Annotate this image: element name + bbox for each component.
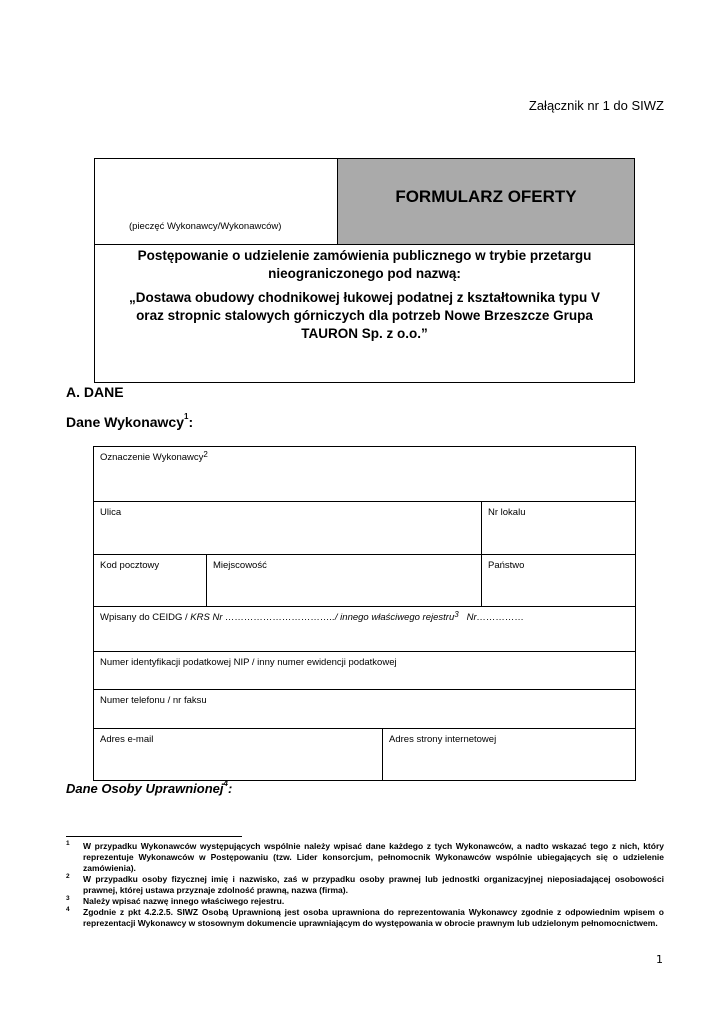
procedure-block bbox=[115, 247, 614, 343]
registry-label-b: KRS Nr ……………………………../ innego właściwego rejestru bbox=[190, 612, 455, 623]
street-label: Ulica bbox=[100, 507, 122, 518]
stamp-label: (pieczęć Wykonawcy/Wykonawców) bbox=[129, 221, 282, 232]
footnote-2-number: 2 bbox=[66, 873, 70, 880]
designation-label: Oznaczenie Wykonawcy bbox=[100, 452, 204, 463]
phone-field[interactable] bbox=[94, 690, 635, 728]
website-field[interactable] bbox=[382, 729, 635, 780]
row-designation bbox=[94, 447, 635, 502]
footnote-4-text: Zgodnie z pkt 4.2.2.5. SIWZ Osobą Uprawnioną jest osoba uprawniona do reprezentowania Wykonawcy zgodnie z odpowiednim wpisem o reprezentacji Wykonawcy w stosownym dokumencie uprawniającym do występowania w obrocie prawnym lub udzielonym pełnomocnictwem. bbox=[83, 907, 664, 928]
phone-label: Numer telefonu / nr faksu bbox=[100, 695, 207, 706]
title-cell bbox=[338, 159, 634, 245]
registry-label-a: Wpisany do CEIDG / bbox=[100, 612, 191, 623]
registry-label-c: Nr…………… bbox=[466, 612, 525, 623]
row-phone bbox=[94, 690, 635, 729]
footnote-2 bbox=[66, 874, 664, 896]
street-field[interactable] bbox=[94, 502, 481, 554]
footnote-3-number: 3 bbox=[66, 895, 70, 902]
footnote-separator bbox=[66, 836, 242, 837]
row-contact bbox=[94, 729, 635, 780]
nip-label: Numer identyfikacji podatkowej NIP / inny numer ewidencji podatkowej bbox=[100, 657, 397, 668]
contractor-data-table bbox=[93, 446, 636, 781]
email-field[interactable] bbox=[94, 729, 382, 780]
row-address bbox=[94, 555, 635, 607]
footnote-4 bbox=[66, 907, 664, 929]
authorized-heading-text: Dane Osoby Uprawnionej bbox=[66, 781, 224, 796]
footnote-1-number: 1 bbox=[66, 840, 70, 847]
postal-code-field[interactable] bbox=[94, 555, 206, 606]
postal-code-label: Kod pocztowy bbox=[100, 560, 160, 571]
footnote-ref-3: 3 bbox=[454, 610, 459, 619]
local-no-field[interactable] bbox=[481, 502, 635, 554]
nip-field[interactable] bbox=[94, 652, 635, 689]
footnote-2-text: W przypadku osoby fizycznej imię i nazwisko, zaś w przypadku osoby prawnej lub jednostki organizacyjnej nieposiadającej osobowości prawnej, której ustawa przyznaje zdolność prawną, nazwa (firma). bbox=[83, 874, 664, 895]
procedure-name: „Dostawa obudowy chodnikowej łukowej podatnej z kształtownika typu V oraz stropnic stalowych górniczych dla potrzeb Nowe Brzeszcze Grupa TAURON Sp. z o.o.” bbox=[128, 290, 601, 341]
section-a-heading: A. DANE bbox=[66, 384, 124, 400]
authorized-heading-colon: : bbox=[227, 781, 233, 796]
row-street bbox=[94, 502, 635, 555]
form-title: FORMULARZ OFERTY bbox=[395, 187, 577, 206]
footnote-3 bbox=[66, 896, 664, 907]
row-nip bbox=[94, 652, 635, 690]
row-registry bbox=[94, 607, 635, 652]
contractor-heading-text: Dane Wykonawcy bbox=[66, 414, 185, 430]
page-number: 1 bbox=[656, 953, 663, 966]
email-label: Adres e-mail bbox=[100, 734, 154, 745]
registry-field[interactable] bbox=[94, 607, 635, 651]
footnote-ref-4: 4 bbox=[223, 779, 228, 788]
city-label: Miejscowość bbox=[213, 560, 267, 571]
footnote-ref-1: 1 bbox=[184, 412, 189, 421]
country-field[interactable] bbox=[481, 555, 635, 606]
stamp-cell bbox=[95, 159, 338, 245]
footnote-3-text: Należy wpisać nazwę innego właściwego rejestru. bbox=[83, 896, 285, 906]
footnote-4-number: 4 bbox=[66, 906, 70, 913]
authorized-person-heading bbox=[66, 781, 232, 796]
designation-field[interactable] bbox=[94, 447, 635, 501]
footnote-ref-2: 2 bbox=[203, 450, 208, 459]
city-field[interactable] bbox=[206, 555, 481, 606]
offer-header-box bbox=[94, 158, 635, 383]
procedure-text: Postępowanie o udzielenie zamówienia publicznego w trybie przetargu nieograniczonego pod nazwą: bbox=[137, 248, 592, 281]
website-label: Adres strony internetowej bbox=[389, 734, 497, 745]
local-no-label: Nr lokalu bbox=[488, 507, 526, 518]
contractor-heading bbox=[66, 414, 193, 430]
attachment-label: Załącznik nr 1 do SIWZ bbox=[528, 98, 664, 113]
country-label: Państwo bbox=[488, 560, 525, 571]
contractor-heading-colon: : bbox=[188, 414, 194, 430]
footnote-1 bbox=[66, 841, 664, 874]
footnotes bbox=[66, 841, 664, 929]
footnote-1-text: W przypadku Wykonawców występujących wspólnie należy wpisać dane każdego z tych Wykonawców, a nadto wskazać tego z nich, który reprezentuje Wykonawców w Postępowaniu (tzw. Lider konsorcjum, pełnomocnik Wykonawców wspólnie ubiegających się o udzielenie zamówienia). bbox=[83, 841, 664, 873]
